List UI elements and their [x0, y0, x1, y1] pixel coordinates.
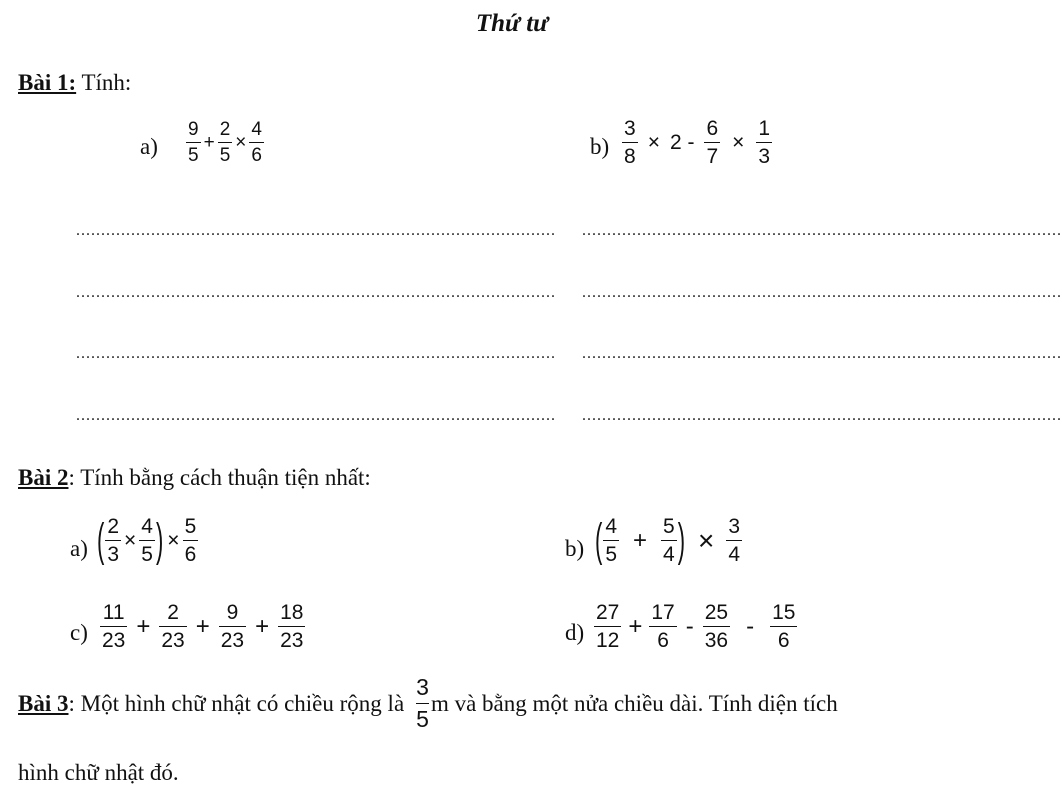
operator: × [647, 130, 660, 154]
exercise-3-text-before: : Một hình chữ nhật có chiều rộng là [68, 690, 405, 716]
operator: - [685, 612, 694, 640]
paren-close: ) [155, 513, 164, 566]
fraction: $\frac{3}{4}$ [728, 515, 741, 566]
answer-line: ................................................................................................ [76, 222, 556, 239]
fraction: $\frac{25}{36}$ [704, 601, 729, 652]
operator: + [255, 612, 270, 640]
exercise-1-label: Bài 1: [18, 70, 77, 95]
fraction: $\frac{4}{5}$ [605, 515, 618, 566]
fraction: $\frac{5}{6}$ [184, 515, 197, 566]
fraction: $\frac{9}{5}$ [188, 119, 199, 166]
exercise-1-text: Tính: [76, 70, 132, 95]
answer-line: ................................................................................................ [582, 345, 1062, 362]
fraction: $\frac{4}{5}$ [141, 515, 153, 566]
exercise-1a-label: a) [140, 134, 158, 159]
operand: 2 - [669, 130, 695, 154]
exercise-2-heading [18, 465, 371, 491]
exercise-2a-expression [96, 513, 198, 566]
exercise-3-paragraph [18, 676, 838, 731]
paren-close: ) [677, 513, 686, 566]
operator: × [732, 130, 745, 154]
paren-open: ( [595, 513, 603, 566]
operator: × [235, 131, 247, 153]
exercise-2b-expression [594, 513, 742, 566]
fraction: $\frac{6}{7}$ [706, 117, 719, 168]
exercise-3-line2: hình chữ nhật đó. [18, 760, 179, 785]
operator: + [136, 612, 151, 640]
fraction: $\frac{9}{23}$ [220, 601, 245, 652]
answer-line: ................................................................................................ [582, 284, 1062, 301]
page-title: Thứ tư [475, 10, 549, 37]
fraction: $\frac{2}{3}$ [107, 515, 120, 566]
fraction: $\frac{18}{23}$ [280, 601, 304, 652]
operator: + [628, 612, 643, 640]
answer-line: ................................................................................................ [76, 407, 556, 424]
fraction: $\frac{17}{6}$ [651, 601, 675, 652]
operator: + [195, 612, 210, 640]
fraction: $\frac{11}{23}$ [102, 601, 126, 652]
operator: + [633, 526, 648, 554]
exercise-1b-label: b) [590, 134, 610, 159]
exercise-2c-label: c) [70, 620, 88, 645]
operator: × [698, 524, 715, 556]
operator: + [203, 131, 215, 153]
operator: - [746, 612, 755, 640]
fraction: $\frac{4}{6}$ [251, 119, 262, 166]
answer-line: ................................................................................................ [76, 284, 556, 301]
exercise-2-text: : Tính bằng cách thuận tiện nhất: [68, 465, 371, 490]
exercise-1b-expression [622, 118, 772, 167]
exercise-2c-expression [100, 602, 305, 651]
exercise-2d-label: d) [565, 620, 585, 645]
operator: × [167, 528, 180, 552]
fraction: $\frac{2}{23}$ [161, 601, 185, 652]
paren-open: ( [97, 513, 105, 566]
exercise-3-text-after: m và bằng một nửa chiều dài. Tính diện tích [430, 690, 838, 716]
operator: × [124, 528, 137, 552]
fraction: $\frac{15}{6}$ [772, 601, 796, 652]
exercise-2-label: Bài 2 [18, 465, 69, 490]
fraction: $\frac{1}{3}$ [758, 117, 771, 168]
fraction: $\frac{27}{12}$ [596, 601, 620, 652]
answer-line: ................................................................................................ [582, 407, 1062, 424]
exercise-1-heading [18, 70, 131, 96]
fraction: $\frac{2}{5}$ [219, 119, 231, 166]
answer-line: ................................................................................................ [76, 345, 556, 362]
exercise-1a-expression [186, 120, 264, 165]
exercise-3-label: Bài 3 [18, 690, 69, 716]
answer-line: ................................................................................................ [582, 222, 1062, 239]
exercise-2a-label: a) [70, 536, 88, 561]
exercise-2b-label: b) [565, 536, 585, 561]
width-fraction: $\frac{3}{5}$ [416, 674, 429, 732]
exercise-2d-expression [594, 602, 797, 651]
fraction: $\frac{5}{4}$ [663, 515, 675, 566]
fraction: $\frac{3}{8}$ [624, 117, 636, 168]
